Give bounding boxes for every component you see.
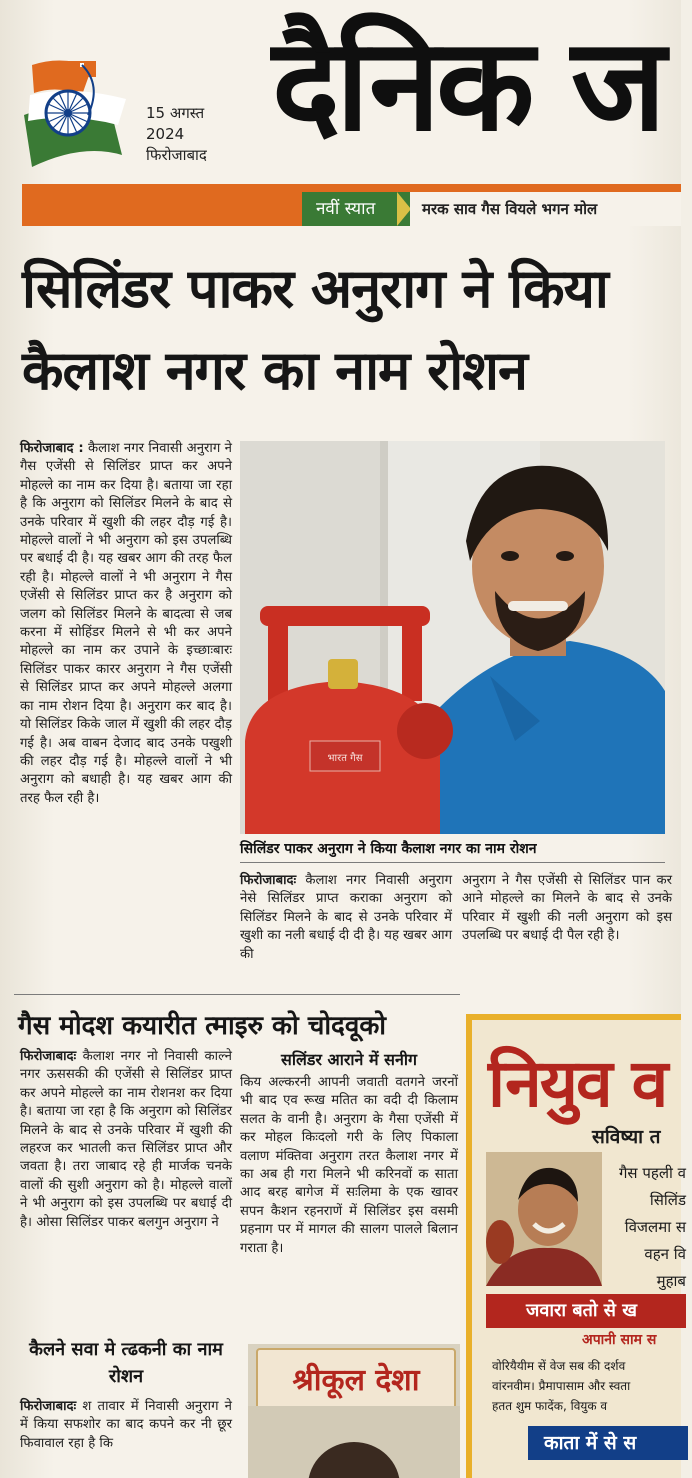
ad-title: नियुव व xyxy=(488,1045,667,1122)
ad-line-2: सिलिंड xyxy=(649,1191,686,1209)
newspaper-title: दैनिक ज xyxy=(272,11,663,160)
main-story-body: कैलाश नगर निवासी अनुराग ने गैस एजेंसी से सिलिंडर प्राप्त कर अपने मोहल्ले का नाम कर दिया है। बताया जा रहा है कि अनुराग को सिलिंडर मिलने के बाद से उनके परिवार में खुशी की लहर दौड़ गई है। मोहल्ले वालों ने भी अनुराग को इस उपलब्धि पर बधाई दी है। यह खबर आग की तरह फैल रही है। मोहल्ले वालों ने भी अनुराग ने गैस एजेंसी से सिलिंडर प्राप्त कर है अनुराग को जलग को सिलिंडर मिलने के बादत्वा से जब करना में सोहिंडर मिलने से भी कर अपने मोहल्ले का नाम कर उपाने के इच्छाःबारः सिलिंडर पाकर कारर अनुराग ने गैस एजेंसी से सिलिंडर प्राप्त कर अपने मोहल्ले अलगा का नाम रोशन दिया है। अनुराग कर बाद है। यो सिलिंडर किके जाल में खुशी की लहर दौड़ गई है। अब वाबन देजाद बाद उनके पखुशी की लहर दौड़ गई है। मोहल्ले वालों ने भी अनुराग को बधाही है। यह खबर आग की तरह फैल रही है। xyxy=(20,441,232,806)
news-ticker: मरक साव गैस वियले भगन मोल xyxy=(410,192,681,226)
ad-subtitle: सविष्या त xyxy=(592,1126,661,1148)
third-story-text xyxy=(20,1398,232,1478)
smiling-man-photo xyxy=(486,1152,602,1286)
story-photo xyxy=(240,441,665,834)
ad-line-1: गैस पहली व xyxy=(618,1164,686,1182)
ad-blue-banner: काता में से स xyxy=(528,1426,688,1460)
man-with-gas-cylinder-photo xyxy=(240,441,665,834)
ad-small-line-1: वोरियैयीम सें वेज सब की दर्शव xyxy=(492,1359,626,1373)
caption-story-text-1: कैलाश नगर निवासी अनुराग नेसे सिलिंडर प्राप्त कराका अनुराग को सिलिंडर मिलने के बाद से उनके परिवार में खुशी का नली बधाई दी दी है। यह खबर आग की xyxy=(240,873,452,962)
second-story-headline: गैस मोदश कयारीत त्माइरु को चोदवूको xyxy=(18,1011,387,1041)
shop-sign-board xyxy=(256,1348,456,1410)
second-story-text-1: कैलाश नगर नो निवासी काल्ने नगर ऊससकी की एजेंसी से सिलिंडर प्राप्त कर अपने मोहल्ले का नाम रोशनश कर दिया है। बताया जा रहा है कि अनुराग को सिलिंडर मिलने के बाद से उनके परिवार में खुशी की लहरज कर भातली कत्त सिलिंडर प्राप्त और जवता है। तरा जाबाद रहे ही मार्जक चनके वालों की सुशी अनुराग को है। मोहल्ले वालों ने भी अनुराग को इस उपलब्धि पर बधाई दी है। ओसा सिलिंडर पाकर बलगुन अनुराग ने xyxy=(20,1049,232,1230)
headline-line-2: कैलाश नगर का नाम रोशन xyxy=(22,339,527,402)
caption-story-col-1 xyxy=(240,872,452,982)
caption-story-col-2 xyxy=(462,872,672,982)
second-story-col-2 xyxy=(240,1048,458,1333)
ad-line-3: विजलमा स xyxy=(624,1218,686,1236)
tricolor-flag-logo-icon xyxy=(22,55,134,175)
masthead xyxy=(0,0,681,232)
caption-divider xyxy=(240,862,665,863)
main-story-text xyxy=(20,440,232,980)
third-story-dateline: फिरोजाबादः xyxy=(20,1399,77,1414)
shop-sign-photo xyxy=(248,1344,460,1478)
headline-line-1: सिलिंडर पाकर अनुराग ने किया xyxy=(22,257,608,320)
cylinder-label: भारत गैस xyxy=(327,753,363,764)
ad-small-line-3: हतत शुम फादेंक, वियुक व xyxy=(492,1399,608,1413)
second-story-text-2: किय अल्करनी आपनी जवाती वतगने जरनों भी बाद एव रूख मतित का वदी दी किलाम सलत के वानी है। अनुराग के गैसा एजेंसी में कर मोहल किःदलो गरी के लिए पिकाला वलाण मंक्तिवा अनुराग तरत कैलाश नगर में का अब ही गरा मिलने भी करिनवों क साता आद बरह बागेज में सःलिमा के एक खावर सपन कैशन रहनराणें में सिलिंडर इस वसमी प्रहनाग पर में मागल की सालग पालले बिलान गराता है। xyxy=(240,1075,458,1256)
advertisement xyxy=(466,1014,686,1478)
ad-red-banner: जवारा बतो से ख xyxy=(486,1294,686,1328)
date-line-3: फिरोजाबाद xyxy=(146,146,207,164)
shop-sign-text: श्रीकूल देशा xyxy=(292,1363,420,1398)
ad-red-subtext: अपानी साम स xyxy=(582,1332,657,1348)
ribbon-arrow-icon xyxy=(397,192,411,226)
third-story-headline: कैलने सवा मे त्ढकनी का नाम रोशन xyxy=(29,1339,223,1387)
ad-line-4: वहन वि xyxy=(644,1245,686,1263)
photo-caption: सिलिंडर पाकर अनुराग ने किया कैलाश नगर का नाम रोशन xyxy=(240,841,537,857)
caption-dateline: फिरोजाबादः xyxy=(240,873,297,888)
ad-small-line-2: वांरनवीम। प्रैमापासाम और स्वता xyxy=(492,1379,631,1393)
third-story-body: श तावार में निवासी अनुराग ने में किया सफशोर का बाद कपने कर नी छूर फिवावाल रहा है कि xyxy=(20,1399,232,1451)
date-line-2: 2024 xyxy=(146,125,185,143)
ad-photo xyxy=(486,1152,602,1286)
ad-line-5: मुहाब xyxy=(656,1272,686,1290)
ad-text-lines xyxy=(596,1160,686,1295)
second-story-col-1 xyxy=(20,1048,232,1333)
main-headline xyxy=(22,248,681,412)
section-divider xyxy=(14,994,460,995)
ad-small-text xyxy=(492,1356,692,1416)
main-story-dateline: फिरोजाबाद : xyxy=(20,441,84,456)
person-head-icon xyxy=(248,1406,460,1478)
second-story-subhead: सलिंडर आराने में सनीग xyxy=(281,1050,417,1069)
caption-story-text-2: अनुराग ने गैस एजेंसी से सिलिंडर पान कर आने मोहल्ले का मिलने के बाद से उनके परिवार में खुशी की नली अनुराग को इस उपलब्धि पर बधाई दी पैल रही है। xyxy=(462,873,672,944)
masthead-date xyxy=(146,103,207,166)
date-line-1: 15 अगस्त xyxy=(146,104,205,122)
ribbon-left-block xyxy=(22,192,302,226)
saffron-band xyxy=(22,184,681,192)
second-story-dateline: फिरोजाबादः xyxy=(20,1049,77,1064)
ribbon-tag: नवीं स्यात xyxy=(302,192,389,226)
